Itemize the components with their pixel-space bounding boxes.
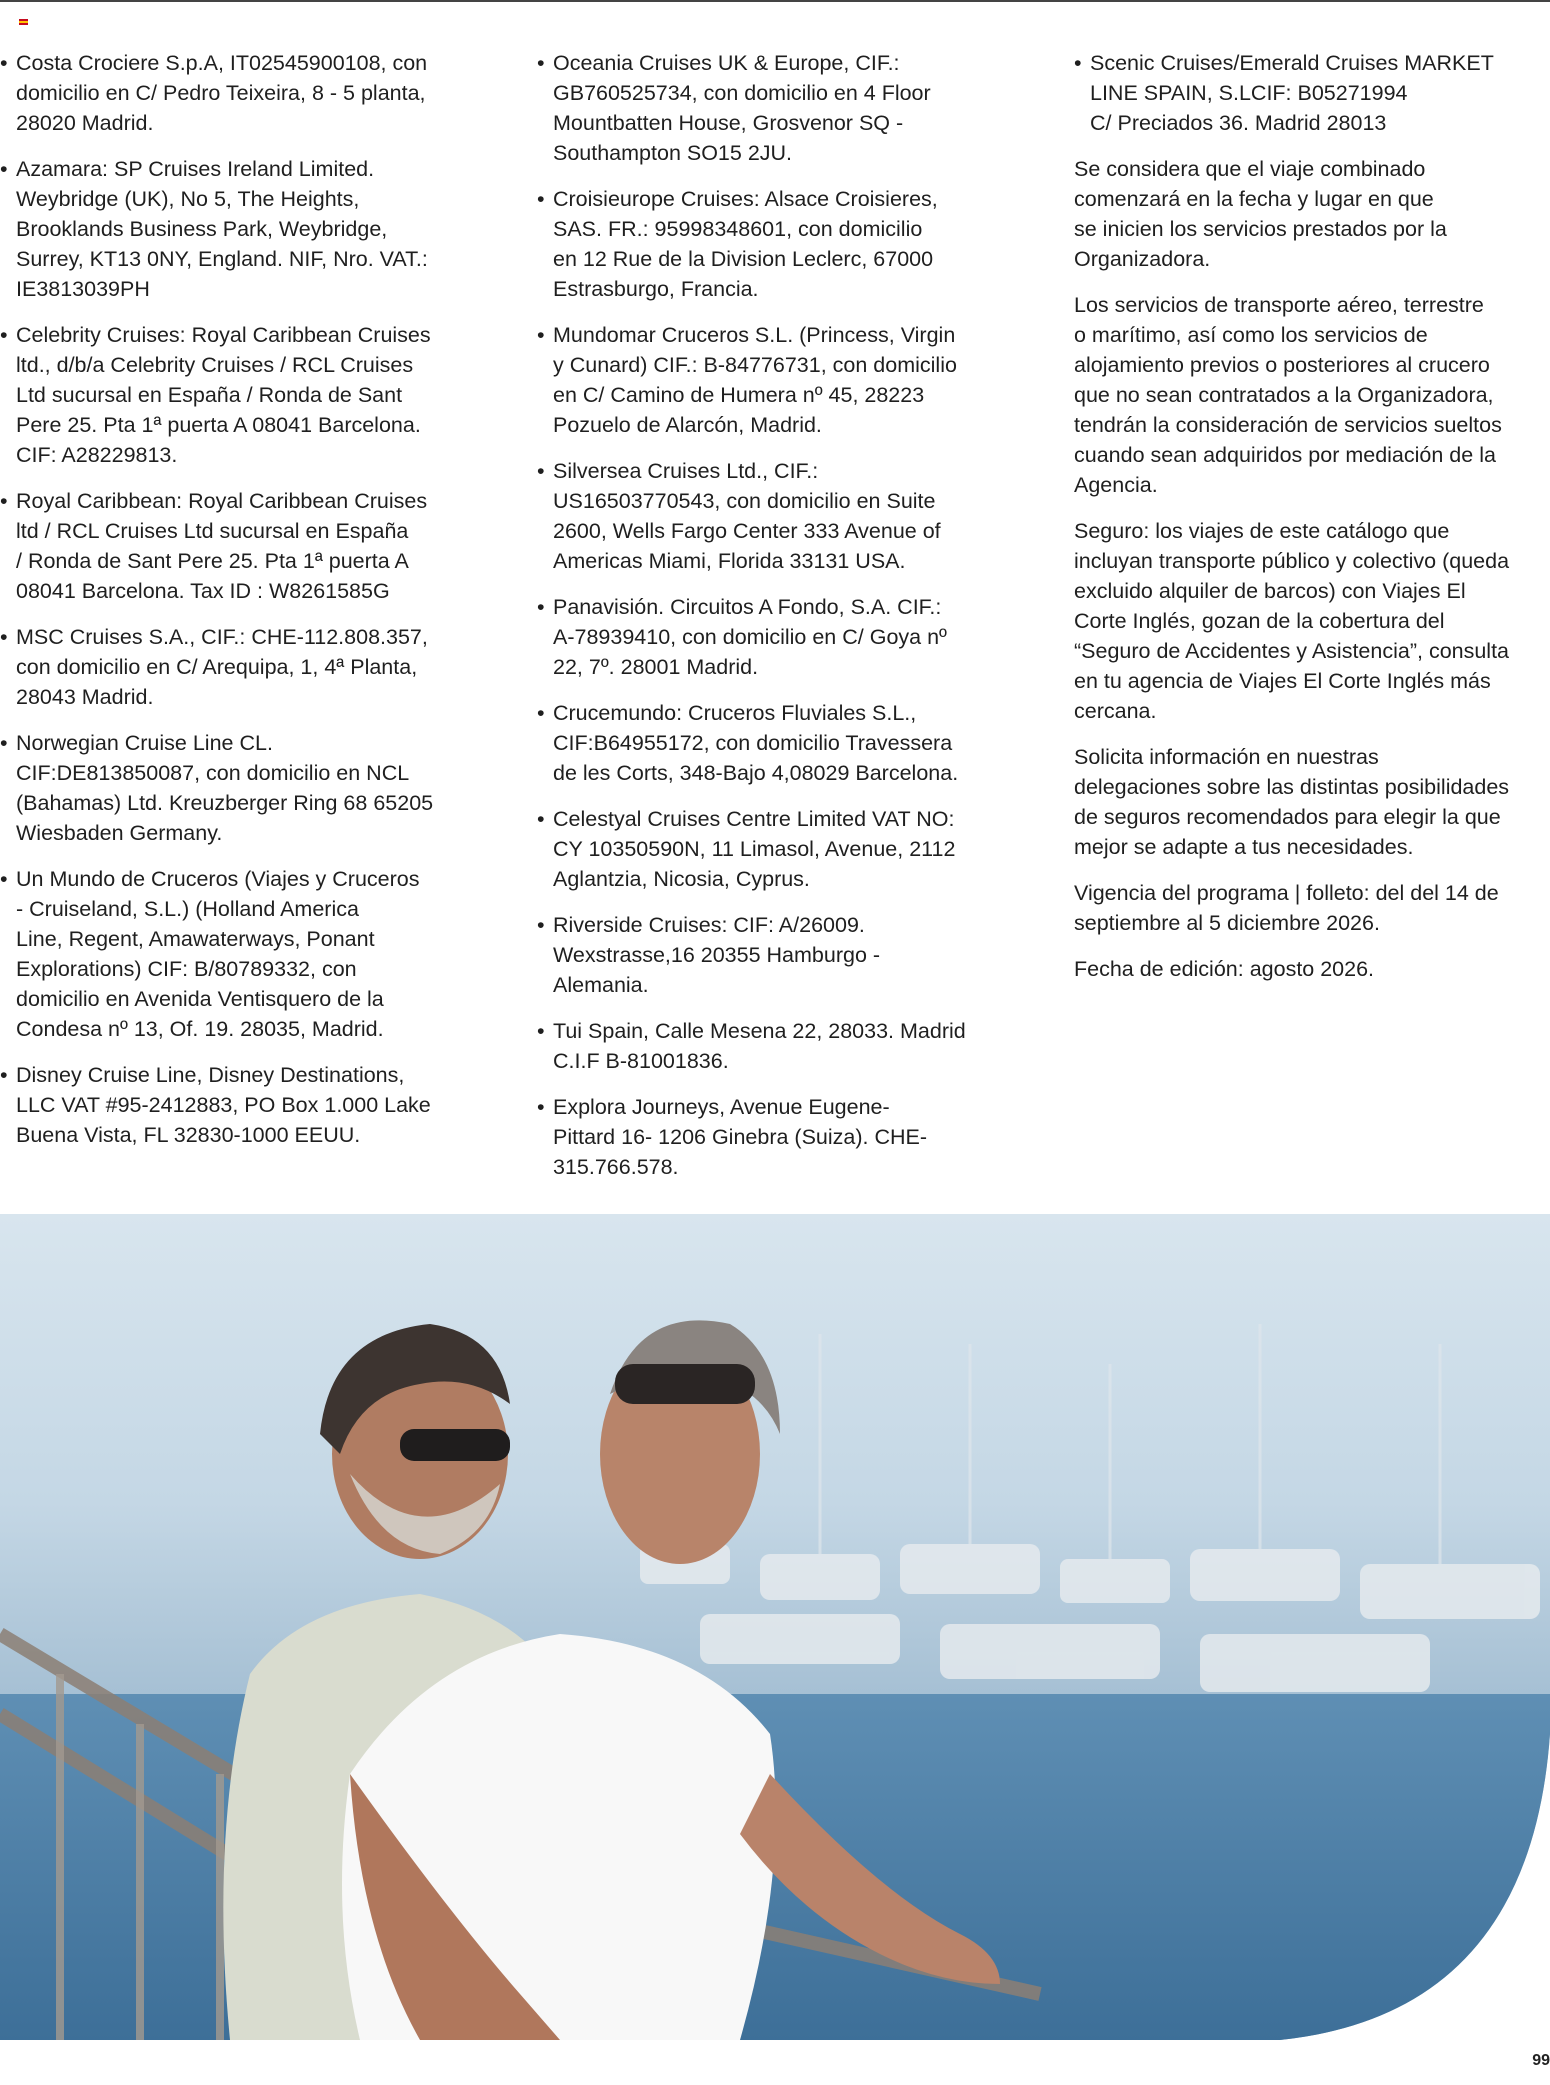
paragraph-transport-services: Los servicios de transporte aéreo, terrestre o marítimo, así como los servicios de alojamiento previos o posteriores al crucero que no sean contratados a la Organizadora, tendrán la consideración de servicios sueltos cuando sean adquiridos por mediación de la Agencia. [1074, 293, 1502, 497]
list-item: • Explora Journeys, Avenue Eugene- Pittard 16- 1206 Ginebra (Suiza). CHE- 315.766.578. [537, 1092, 1017, 1182]
list-item: • Croisieurope Cruises: Alsace Croisieres, SAS. FR.: 95998348601, con domicilio en 12 Rue de la Division Leclerc, 67000 Estrasburgo, Francia. [537, 184, 1017, 304]
column-3 [1074, 48, 1550, 1000]
list-item: • Costa Crociere S.p.A, IT02545900108, con domicilio en C/ Pedro Teixeira, 8 - 5 planta, 28020 Madrid. [0, 48, 480, 138]
list-item: • Disney Cruise Line, Disney Destinations, LLC VAT #95-2412883, PO Box 1.000 Lake Buena Vista, FL 32830-1000 EEUU. [0, 1060, 480, 1150]
page-number: 99 [1532, 2052, 1550, 2069]
column-1 [0, 48, 480, 1166]
paragraph-insurance-info: Solicita información en nuestras delegaciones sobre las distintas posibilidades de seguros recomendados para elegir la que mejor se adapte a tus necesidades. [1074, 745, 1510, 859]
list-item: • Royal Caribbean: Royal Caribbean Cruises ltd / RCL Cruises Ltd sucursal en España / Ronda de Sant Pere 25. Pta 1ª puerta A 08041 Barcelona. Tax ID : W8261585G [0, 486, 480, 606]
list-item: • Tui Spain, Calle Mesena 22, 28033. Madrid C.I.F B-81001836. [537, 1016, 1017, 1076]
paragraph-insurance: Seguro: los viajes de este catálogo que incluyan transporte público y colectivo (queda excluido alquiler de barcos) con Viajes El Corte Inglés, gozan de la cobertura del “Seguro de Accidentes y Asistencia”, consulta en tu agencia de Viajes El Corte Inglés más cercana. [1074, 519, 1510, 723]
couple-photo [0, 1214, 1550, 2040]
list-item: • Azamara: SP Cruises Ireland Limited. Weybridge (UK), No 5, The Heights, Brooklands Business Park, Weybridge, Surrey, KT13 0NY, England. NIF, Nro. VAT.: IE3813039PH [0, 154, 480, 304]
list-item: • Celestyal Cruises Centre Limited VAT NO: CY 10350590N, 11 Limasol, Avenue, 2112 Aglantzia, Nicosia, Cyprus. [537, 804, 1017, 894]
list-item: • Scenic Cruises/Emerald Cruises MARKET LINE SPAIN, S.LCIF: B05271994 C/ Preciados 36. Madrid 28013 [1074, 48, 1550, 138]
list-item: • Crucemundo: Cruceros Fluviales S.L., CIF:B64955172, con domicilio Travessera de les Corts, 348-Bajo 4,08029 Barcelona. [537, 698, 1017, 788]
list-item: • Norwegian Cruise Line CL. CIF:DE813850087, con domicilio en NCL (Bahamas) Ltd. Kreuzberger Ring 68 65205 Wiesbaden Germany. [0, 728, 480, 848]
list-item: • Mundomar Cruceros S.L. (Princess, Virgin y Cunard) CIF.: B-84776731, con domicilio en C/ Camino de Humera nº 45, 28223 Pozuelo de Alarcón, Madrid. [537, 320, 1017, 440]
list-item: • Un Mundo de Cruceros (Viajes y Cruceros - Cruiseland, S.L.) (Holland America Line, Regent, Amawaterways, Ponant Explorations) CIF: B/80789332, con domicilio en Avenida Ventisquero de la Condesa nº 13, Of. 19. 28035, Madrid. [0, 864, 480, 1044]
list-item: • Silversea Cruises Ltd., CIF.: US16503770543, con domicilio en Suite 2600, Wells Fargo Center 333 Avenue of Americas Miami, Florida 33131 USA. [537, 456, 1017, 576]
list-item: • Panavisión. Circuitos A Fondo, S.A. CIF.: A-78939410, con domicilio en C/ Goya nº 22, 7º. 28001 Madrid. [537, 592, 1017, 682]
top-rule [0, 0, 1550, 2]
list-item: • Riverside Cruises: CIF: A/26009. Wexstrasse,16 20355 Hamburgo - Alemania. [537, 910, 1017, 1000]
paragraph-validity: Vigencia del programa | folleto: del del 14 de septiembre al 5 diciembre 2026. [1074, 881, 1499, 935]
operators-list-2 [537, 48, 1017, 1182]
column-2 [537, 48, 1017, 1198]
paragraph-edition-date: Fecha de edición: agosto 2026. [1074, 957, 1375, 981]
list-item: • MSC Cruises S.A., CIF.: CHE-112.808.357, con domicilio en C/ Arequipa, 1, 4ª Planta, 28043 Madrid. [0, 622, 480, 712]
spain-flag-icon [19, 19, 28, 25]
list-item: • Celebrity Cruises: Royal Caribbean Cruises ltd., d/b/a Celebrity Cruises / RCL Cruises Ltd sucursal en España / Ronda de Sant Pere 25. Pta 1ª puerta A 08041 Barcelona. CIF: A28229813. [0, 320, 480, 470]
operators-list-3 [1074, 48, 1550, 138]
operators-list-1 [0, 48, 480, 1150]
paragraph-combined-trip: Se considera que el viaje combinado comenzará en la fecha y lugar en que se inicien los servicios prestados por la Organizadora. [1074, 157, 1447, 271]
list-item: • Oceania Cruises UK & Europe, CIF.: GB760525734, con domicilio en 4 Floor Mountbatten House, Grosvenor SQ - Southampton SO15 2JU. [537, 48, 1017, 168]
